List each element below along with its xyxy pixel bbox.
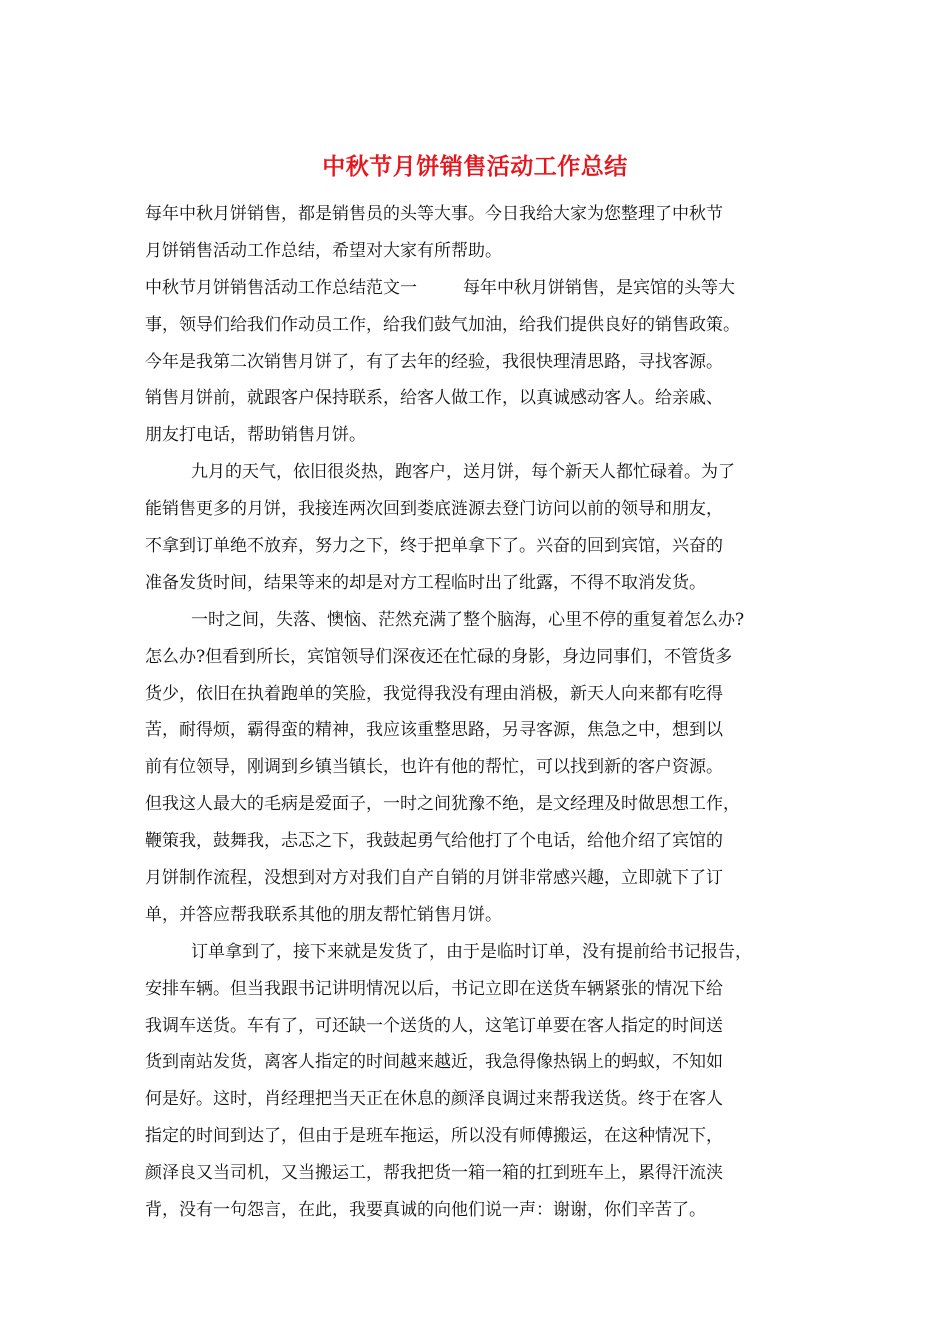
text-line-content: 背，没有一句怨言，在此，我要真诚的向他们说一声：谢谢，你们辛苦了。 bbox=[145, 1200, 706, 1221]
text-line bbox=[145, 1044, 815, 1081]
text-line-content: 怎么办?但看到所长，宾馆领导们深夜还在忙碌的身影，身边同事们，不管货多 bbox=[145, 646, 733, 667]
text-line bbox=[145, 786, 815, 823]
text-line-content: 单，并答应帮我联系其他的朋友帮忙销售月饼。 bbox=[145, 904, 502, 925]
text-line bbox=[145, 565, 815, 602]
text-line-content: 销售月饼前，就跟客户保持联系，给客人做工作，以真诚感动客人。给亲戚、 bbox=[145, 388, 723, 409]
text-line bbox=[145, 196, 815, 233]
text-line-content: 月饼销售活动工作总结，希望对大家有所帮助。 bbox=[145, 240, 502, 261]
text-line-content: 前有位领导，刚调到乡镇当镇长，也许有他的帮忙，可以找到新的客户资源。 bbox=[145, 757, 723, 778]
text-line-content: 事，领导们给我们作动员工作，给我们鼓气加油，给我们提供良好的销售政策。 bbox=[145, 314, 740, 335]
text-line bbox=[145, 233, 815, 270]
document-title: 中秋节月饼销售活动工作总结 bbox=[322, 153, 628, 180]
text-line bbox=[145, 639, 815, 676]
text-line bbox=[145, 860, 815, 897]
text-line bbox=[145, 934, 815, 971]
document-body bbox=[145, 196, 815, 1229]
text-line-content: 中秋节月饼销售活动工作总结范文一 bbox=[145, 277, 417, 298]
text-line bbox=[145, 1192, 815, 1229]
text-line-content: 能销售更多的月饼，我接连两次回到娄底涟源去登门访问以前的领导和朋友， bbox=[145, 499, 723, 520]
text-line-content: 一时之间，失落、懊恼、茫然充满了整个脑海，心里不停的重复着怎么办? bbox=[191, 609, 745, 630]
text-line-content: 但我这人最大的毛病是爱面子，一时之间犹豫不绝，是文经理及时做思想工作， bbox=[145, 794, 740, 815]
text-line-content: 每年中秋月饼销售，都是销售员的头等大事。今日我给大家为您整理了中秋节 bbox=[145, 204, 723, 224]
text-line bbox=[145, 676, 815, 713]
text-line bbox=[145, 971, 815, 1008]
text-line bbox=[145, 1155, 815, 1192]
text-line bbox=[145, 528, 815, 565]
text-line-content: 指定的时间到达了，但由于是班车拖运，所以没有师傅搬运，在这种情况下， bbox=[145, 1126, 723, 1147]
text-line-content: 月饼制作流程，没想到对方对我们自产自销的月饼非常感兴趣，立即就下了订 bbox=[145, 868, 723, 889]
text-line-content: 鞭策我，鼓舞我，忐忑之下，我鼓起勇气给他打了个电话，给他介绍了宾馆的 bbox=[145, 831, 723, 852]
text-line-content: 何是好。这时，肖经理把当天正在休息的颜泽良调过来帮我送货。终于在客人 bbox=[145, 1089, 723, 1110]
text-line bbox=[145, 344, 815, 381]
text-line-content: 准备发货时间，结果等来的却是对方工程临时出了纰露，不得不取消发货。 bbox=[145, 572, 706, 593]
text-line-content-continued: 每年中秋月饼销售，是宾馆的头等大 bbox=[463, 277, 735, 298]
text-line bbox=[145, 307, 815, 344]
text-line-content: 我调车送货。车有了，可还缺一个送货的人，这笔订单要在客人指定的时间送 bbox=[145, 1015, 723, 1036]
text-line-content: 今年是我第二次销售月饼了，有了去年的经验，我很快理清思路，寻找客源。 bbox=[145, 351, 723, 372]
text-line-content: 不拿到订单绝不放弃，努力之下，终于把单拿下了。兴奋的回到宾馆，兴奋的 bbox=[145, 536, 723, 557]
text-line bbox=[145, 491, 815, 528]
text-line bbox=[145, 897, 815, 934]
text-line-content: 朋友打电话，帮助销售月饼。 bbox=[145, 425, 366, 446]
text-line-content: 九月的天气，依旧很炎热，跑客户，送月饼，每个新天人都忙碌着。为了 bbox=[191, 462, 735, 483]
text-line-content: 货到南站发货，离客人指定的时间越来越近，我急得像热锅上的蚂蚁，不知如 bbox=[145, 1052, 723, 1073]
text-line bbox=[145, 749, 815, 786]
text-line-content: 苦，耐得烦，霸得蛮的精神，我应该重整思路，另寻客源，焦急之中，想到以 bbox=[145, 720, 723, 741]
text-line bbox=[145, 602, 815, 639]
text-line-content: 货少，依旧在执着跑单的笑脸，我觉得我没有理由消极，新天人向来都有吃得 bbox=[145, 683, 723, 704]
text-line-content: 订单拿到了，接下来就是发货了，由于是临时订单，没有提前给书记报告， bbox=[191, 941, 752, 962]
text-line bbox=[145, 1081, 815, 1118]
text-line bbox=[145, 417, 815, 454]
text-line bbox=[145, 823, 815, 860]
text-line bbox=[145, 270, 815, 307]
text-line bbox=[145, 1118, 815, 1155]
text-line-content: 颜泽良又当司机，又当搬运工，帮我把货一箱一箱的扛到班车上，累得汗流浃 bbox=[145, 1163, 723, 1184]
text-line bbox=[145, 712, 815, 749]
text-line-content: 安排车辆。但当我跟书记讲明情况以后，书记立即在送货车辆紧张的情况下给 bbox=[145, 978, 723, 999]
text-line bbox=[145, 454, 815, 491]
text-line bbox=[145, 1008, 815, 1045]
text-line bbox=[145, 380, 815, 417]
